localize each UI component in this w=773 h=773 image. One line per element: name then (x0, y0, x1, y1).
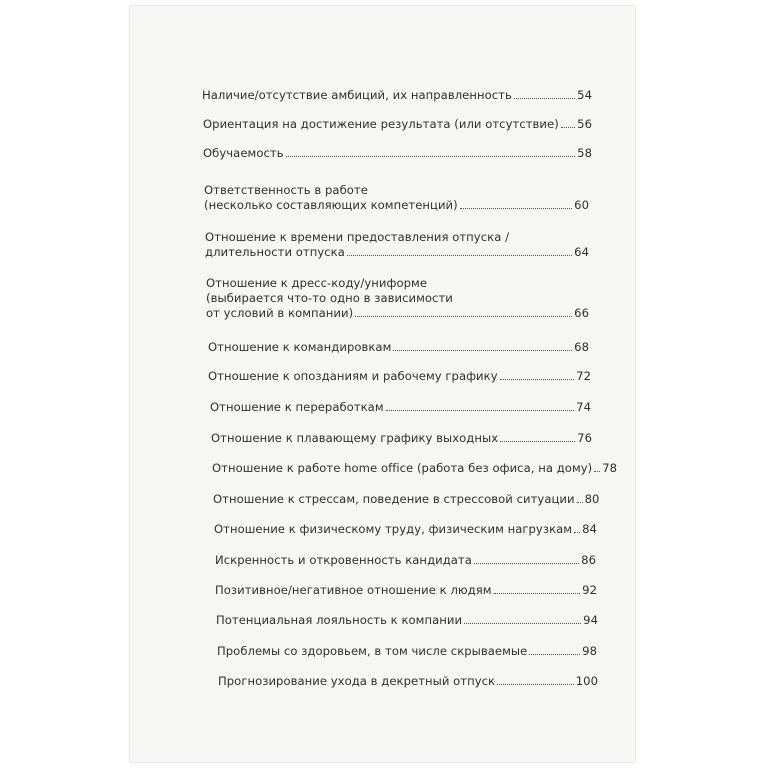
toc-entry-title: Ориентация на достижение результата (или отсутствие) (203, 117, 559, 131)
dot-leader (474, 563, 579, 564)
toc-entry-title: (несколько составляющих компетенций) (204, 197, 458, 212)
toc-entry-title: Обучаемость (203, 146, 284, 160)
toc-entry[interactable] (208, 340, 589, 355)
toc-entry[interactable] (212, 461, 618, 476)
toc-entry-title: Прогнозирование ухода в декретный отпуск (218, 674, 496, 688)
dot-leader (529, 654, 580, 655)
toc-page-number: 92 (582, 583, 597, 597)
toc-page-number: 60 (574, 197, 589, 212)
toc-entry-title: Отношение к работе home office (работа без офиса, на дому) (212, 461, 593, 475)
toc-entry[interactable] (213, 492, 600, 507)
toc-entry[interactable] (203, 117, 592, 132)
toc-page-number: 68 (574, 340, 589, 354)
toc-entry[interactable] (203, 146, 592, 161)
toc-page-number: 98 (582, 644, 597, 658)
toc-entry[interactable] (214, 522, 595, 537)
toc-entry[interactable] (211, 431, 592, 446)
toc-entry-title: (выбирается что-то одно в зависимости (206, 290, 453, 305)
dot-leader (393, 350, 572, 351)
dot-leader (494, 593, 581, 594)
toc-entry-title: Ответственность в работе (204, 183, 368, 197)
dot-leader (594, 471, 600, 472)
toc-page-number: 80 (584, 492, 600, 506)
toc-entry-title: Отношение к времени предоставления отпуска / (205, 230, 510, 244)
toc-page-number: 86 (581, 553, 596, 567)
toc-page-number: 58 (577, 146, 592, 160)
toc-entry-title: Наличие/отсутствие амбиций, их направленность (202, 88, 512, 102)
toc-entry-title: Искренность и откровенность кандидата (215, 553, 472, 567)
dot-leader (500, 379, 575, 380)
toc-entry-title: Отношение к опозданиям и рабочему графику (208, 369, 498, 383)
toc-entry[interactable] (216, 613, 598, 628)
toc-entry[interactable] (208, 369, 591, 384)
dot-leader (514, 98, 575, 99)
dot-leader (460, 208, 572, 209)
toc-page-number: 94 (583, 613, 598, 627)
toc-entry[interactable] (215, 553, 596, 568)
dot-leader (464, 623, 581, 624)
toc-page-number: 64 (574, 244, 589, 259)
toc-entry-title: от условий в компании) (206, 305, 354, 320)
toc-entry-title: Отношение к стрессам, поведение в стрессовой ситуации (213, 492, 575, 506)
toc-entry-title: Отношение к командировкам (208, 340, 392, 354)
toc-page-number: 66 (574, 305, 589, 320)
toc-page-number: 56 (577, 117, 592, 131)
dot-leader (500, 441, 575, 442)
toc-entry-title: длительности отпуска (205, 244, 345, 259)
toc-page-number: 84 (582, 522, 597, 536)
toc-entry[interactable] (205, 230, 589, 260)
dot-leader (286, 156, 576, 157)
dot-leader (497, 684, 574, 685)
dot-leader (561, 127, 575, 128)
toc-page-number: 54 (577, 88, 592, 102)
dot-leader (574, 532, 580, 533)
table-of-contents (130, 6, 635, 762)
toc-page-number: 72 (576, 369, 591, 383)
toc-page-number: 76 (577, 431, 592, 445)
toc-entry[interactable] (215, 583, 597, 598)
dot-leader (347, 255, 572, 256)
toc-entry-title: Отношение к плавающему графику выходных (211, 431, 499, 445)
dot-leader (386, 410, 575, 411)
toc-entry[interactable] (210, 400, 591, 415)
toc-page-number: 74 (576, 400, 591, 414)
toc-entry[interactable] (217, 644, 597, 659)
toc-entry-title: Проблемы со здоровьем, в том числе скрываемые (217, 644, 528, 658)
toc-entry[interactable] (206, 276, 589, 320)
toc-page-number: 78 (602, 461, 618, 475)
toc-page-number: 100 (575, 674, 598, 688)
toc-entry[interactable] (218, 674, 598, 689)
toc-entry-title: Позитивное/негативное отношение к людям (215, 583, 492, 597)
dot-leader (577, 502, 583, 503)
dot-leader (355, 316, 572, 317)
toc-entry-title: Отношение к физическому труду, физическим нагрузкам (214, 522, 573, 536)
book-page (130, 6, 635, 762)
toc-entry-title: Отношение к переработкам (210, 400, 384, 414)
toc-entry[interactable] (204, 183, 589, 213)
toc-entry[interactable] (202, 88, 592, 103)
toc-entry-title: Потенциальная лояльность к компании (216, 613, 463, 627)
toc-entry-title: Отношение к дресс-коду/униформе (206, 276, 428, 290)
